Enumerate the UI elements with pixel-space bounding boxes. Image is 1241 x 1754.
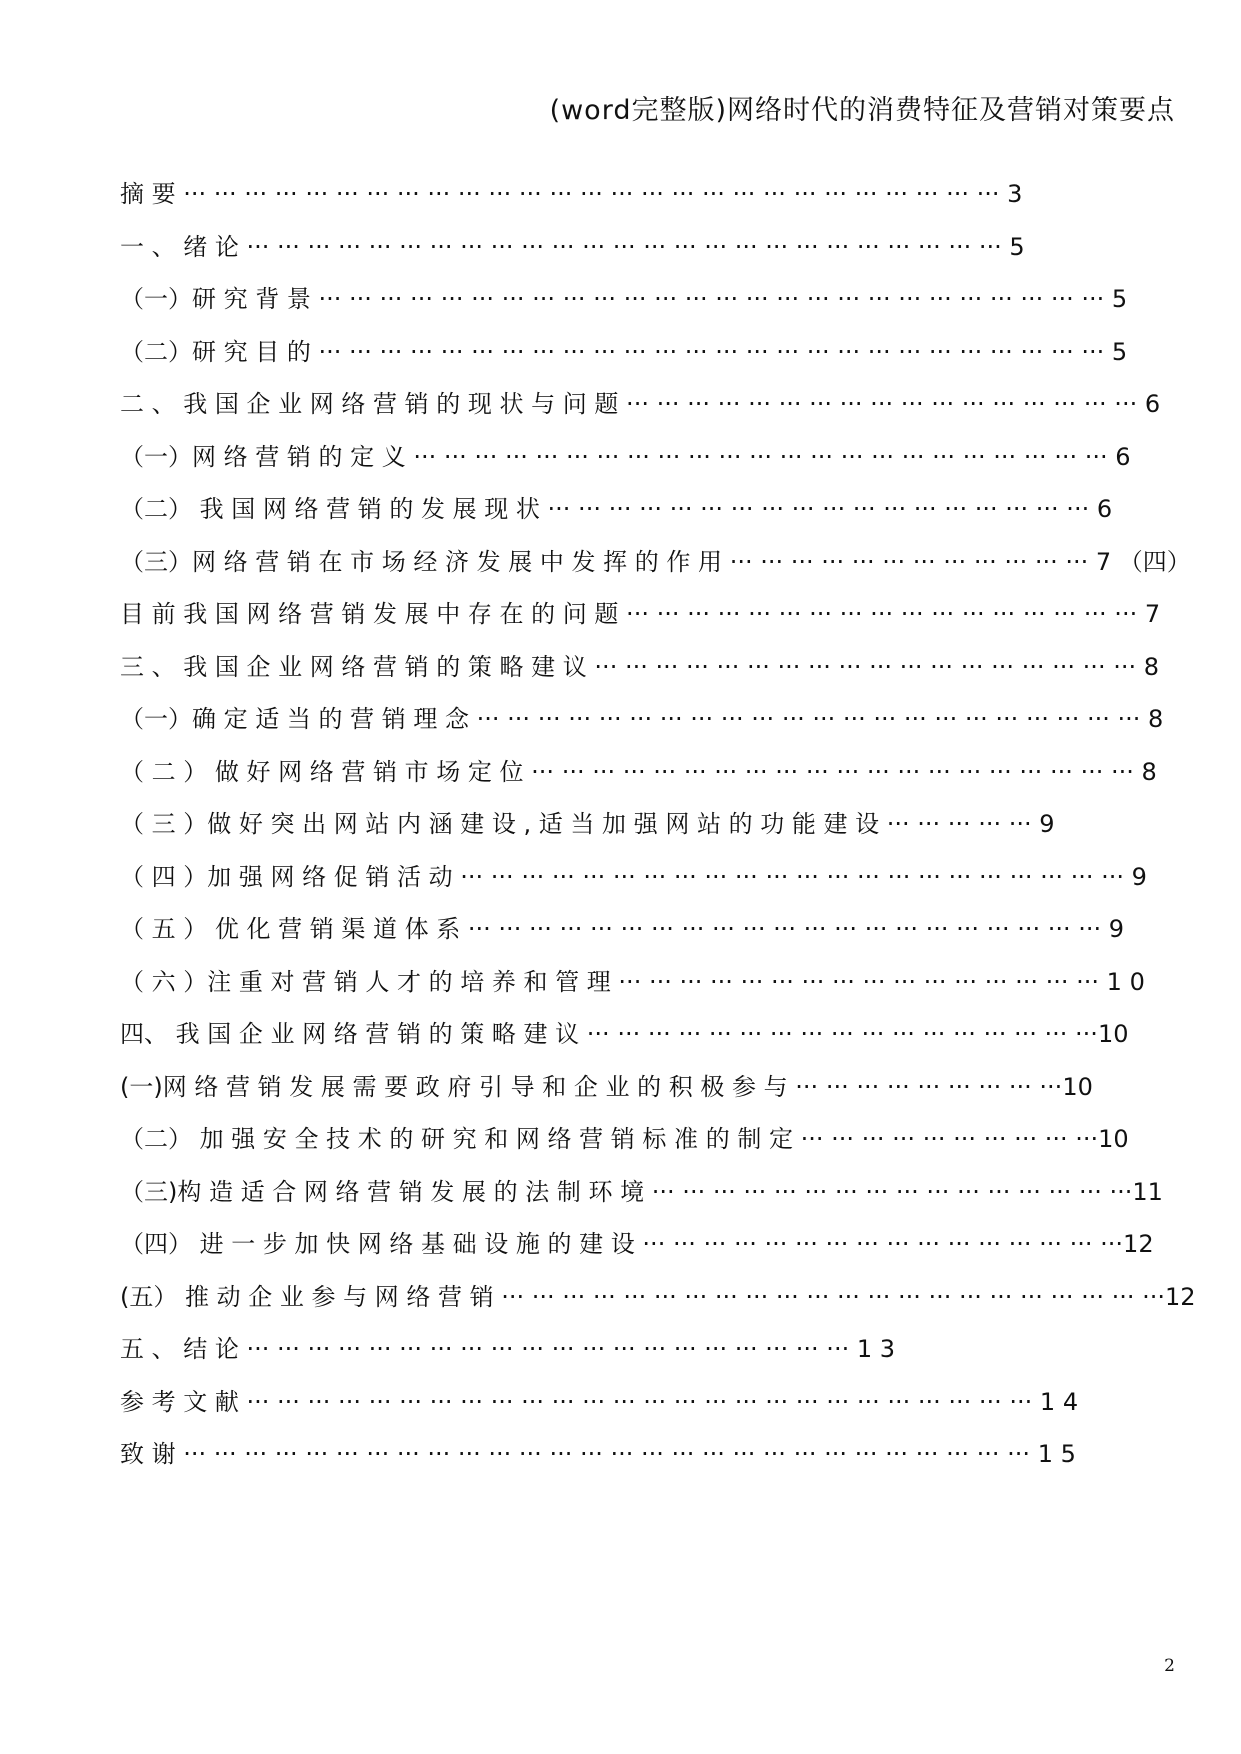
toc-entry-channels [120, 900, 1170, 953]
toc-entry-enterprise-participation [120, 1268, 1196, 1321]
toc-entry-development-status [120, 480, 1170, 533]
toc-entry-text: （一）研 究 背 景 ··· ··· ··· ··· ··· ··· ··· ··· ··· ··· ··· ··· ··· ··· ··· ··· ··· ··· ··· ··· ··· ··· ··· ··· ··· ··· 5 [120, 285, 1128, 313]
toc-entry-role [120, 533, 1191, 586]
toc-entry-text: （一）网 络 营 销 的 定 义 ··· ··· ··· ··· ··· ··· ··· ··· ··· ··· ··· ··· ··· ··· ··· ··· ··· ··· ··· ··· ··· ··· ··· 6 [120, 442, 1131, 471]
toc-entry-research-background [120, 270, 1170, 323]
toc-entry-website-building [120, 795, 1170, 848]
toc-entry-text: 三 、 我 国 企 业 网 络 营 销 的 策 略 建 议 ··· ··· ··· ··· ··· ··· ··· ··· ··· ··· ··· ··· ··· ··· ··· ··· ··· ··· 8 [120, 652, 1159, 681]
toc-entry-text: （一）确 定 适 当 的 营 销 理 念 ··· ··· ··· ··· ··· ··· ··· ··· ··· ··· ··· ··· ··· ··· ··· ··· ··· ··· ··· ··· ··· ··· 8 [120, 705, 1164, 733]
toc-entry-text: （三)构 造 适 合 网 络 营 销 发 展 的 法 制 环 境 ··· ··· ··· ··· ··· ··· ··· ··· ··· ··· ··· ··· ··· ··· ··· ···11 [120, 1177, 1163, 1206]
toc-entry-text: 致 谢 ··· ··· ··· ··· ··· ··· ··· ··· ··· ··· ··· ··· ··· ··· ··· ··· ··· ··· ··· ··· ··· ··· ··· ··· ··· ··· ··· ··· 1 5 [120, 1440, 1076, 1468]
toc-entry-text: 二 、 我 国 企 业 网 络 营 销 的 现 状 与 问 题 ··· ··· ··· ··· ··· ··· ··· ··· ··· ··· ··· ··· ··· ··· ··· ··· ··· 6 [120, 390, 1161, 418]
toc-entry-text: （二） 加 强 安 全 技 术 的 研 究 和 网 络 营 销 标 准 的 制 定 ··· ··· ··· ··· ··· ··· ··· ··· ··· ···10 [120, 1125, 1129, 1153]
toc-entry-abstract [120, 165, 1170, 218]
toc-entry-text: （ 六 ）注 重 对 营 销 人 才 的 培 养 和 管 理 ··· ··· ··· ··· ··· ··· ··· ··· ··· ··· ··· ··· ··· ··· ··· ··· 1 0 [120, 967, 1145, 996]
toc-entry-government-guidance [120, 1058, 1170, 1111]
toc-entry-security-standards [120, 1110, 1170, 1163]
toc-entry-talent [120, 953, 1170, 1006]
toc-entry-text: 摘 要 ··· ··· ··· ··· ··· ··· ··· ··· ··· ··· ··· ··· ··· ··· ··· ··· ··· ··· ··· ··· ··· ··· ··· ··· ··· ··· ··· 3 [120, 180, 1023, 208]
toc-entry-text: （ 五 ） 优 化 营 销 渠 道 体 系 ··· ··· ··· ··· ··· ··· ··· ··· ··· ··· ··· ··· ··· ··· ··· ··· ··· ··· ··· ··· ··· 9 [120, 915, 1125, 943]
toc-entry-chapter-two [120, 375, 1170, 428]
toc-entry-definition [120, 428, 1170, 481]
toc-entry-text: 四、 我 国 企 业 网 络 营 销 的 策 略 建 议 ··· ··· ··· ··· ··· ··· ··· ··· ··· ··· ··· ··· ··· ··· ··· ··· ···10 [120, 1020, 1129, 1048]
page-number: 2 [1164, 1656, 1175, 1676]
toc-entry-chapter-three [120, 638, 1170, 691]
toc-entry-text: 五 、 结 论 ··· ··· ··· ··· ··· ··· ··· ··· ··· ··· ··· ··· ··· ··· ··· ··· ··· ··· ··· ··· 1 3 [120, 1335, 895, 1363]
toc-entry-text: （二）研 究 目 的 ··· ··· ··· ··· ··· ··· ··· ··· ··· ··· ··· ··· ··· ··· ··· ··· ··· ··· ··· ··· ··· ··· ··· ··· ··· ··· 5 [120, 337, 1128, 366]
toc-entry-references [120, 1373, 1170, 1426]
toc-entry-text: （四） 进 一 步 加 快 网 络 基 础 设 施 的 建 设 ··· ··· ··· ··· ··· ··· ··· ··· ··· ··· ··· ··· ··· ··· ··· ···12 [120, 1230, 1154, 1258]
toc-entry-text: (五） 推 动 企 业 参 与 网 络 营 销 ··· ··· ··· ··· ··· ··· ··· ··· ··· ··· ··· ··· ··· ··· ··· ··· ··· ··· ··· ··· ··· ···12 [120, 1282, 1196, 1311]
toc-entry-text: 目 前 我 国 网 络 营 销 发 展 中 存 在 的 问 题 ··· ··· ··· ··· ··· ··· ··· ··· ··· ··· ··· ··· ··· ··· ··· ··· ··· 7 [120, 600, 1161, 628]
toc-entry-text: （ 四 ）加 强 网 络 促 销 活 动 ··· ··· ··· ··· ··· ··· ··· ··· ··· ··· ··· ··· ··· ··· ··· ··· ··· ··· ··· ··· ··· ··· 9 [120, 862, 1147, 891]
toc-entry-legal-environment [120, 1163, 1170, 1216]
document-header: (word完整版)网络时代的消费特征及营销对策要点 [549, 95, 1175, 126]
toc-entry-text: （二） 我 国 网 络 营 销 的 发 展 现 状 ··· ··· ··· ··· ··· ··· ··· ··· ··· ··· ··· ··· ··· ··· ··· ··· ··· ··· 6 [120, 495, 1113, 523]
toc-entry-acknowledgements [120, 1425, 1170, 1478]
toc-entry-introduction [120, 218, 1170, 271]
toc-entry-text: 参 考 文 献 ··· ··· ··· ··· ··· ··· ··· ··· ··· ··· ··· ··· ··· ··· ··· ··· ··· ··· ··· ··· ··· ··· ··· ··· ··· ··· 1 4 [120, 1387, 1079, 1416]
toc-entry-conclusion [120, 1320, 1170, 1373]
toc-entry-problems [120, 585, 1170, 638]
toc-entry-text: 一 、 绪 论 ··· ··· ··· ··· ··· ··· ··· ··· ··· ··· ··· ··· ··· ··· ··· ··· ··· ··· ··· ··· ··· ··· ··· ··· ··· 5 [120, 232, 1025, 261]
toc-entry-promotion [120, 848, 1170, 901]
toc-entry-market-positioning [120, 743, 1170, 796]
toc-entry-text: （ 三 ）做 好 突 出 网 站 内 涵 建 设 , 适 当 加 强 网 站 的 功 能 建 设 ··· ··· ··· ··· ··· 9 [120, 810, 1055, 838]
toc-entry-text: （ 二 ） 做 好 网 络 营 销 市 场 定 位 ··· ··· ··· ··· ··· ··· ··· ··· ··· ··· ··· ··· ··· ··· ··· ··· ··· ··· ··· ··· 8 [120, 757, 1157, 786]
toc-entry-text: (一)网 络 营 销 发 展 需 要 政 府 引 导 和 企 业 的 积 极 参 与 ··· ··· ··· ··· ··· ··· ··· ··· ···10 [120, 1072, 1093, 1101]
toc-entry-marketing-concept [120, 690, 1170, 743]
toc-entry-chapter-four [120, 1005, 1170, 1058]
table-of-contents [120, 165, 1196, 1478]
toc-entry-infrastructure [120, 1215, 1170, 1268]
toc-entry-research-purpose [120, 323, 1170, 376]
toc-entry-text: （三）网 络 营 销 在 市 场 经 济 发 展 中 发 挥 的 作 用 ··· ··· ··· ··· ··· ··· ··· ··· ··· ··· ··· ··· 7 （四） [120, 547, 1191, 576]
